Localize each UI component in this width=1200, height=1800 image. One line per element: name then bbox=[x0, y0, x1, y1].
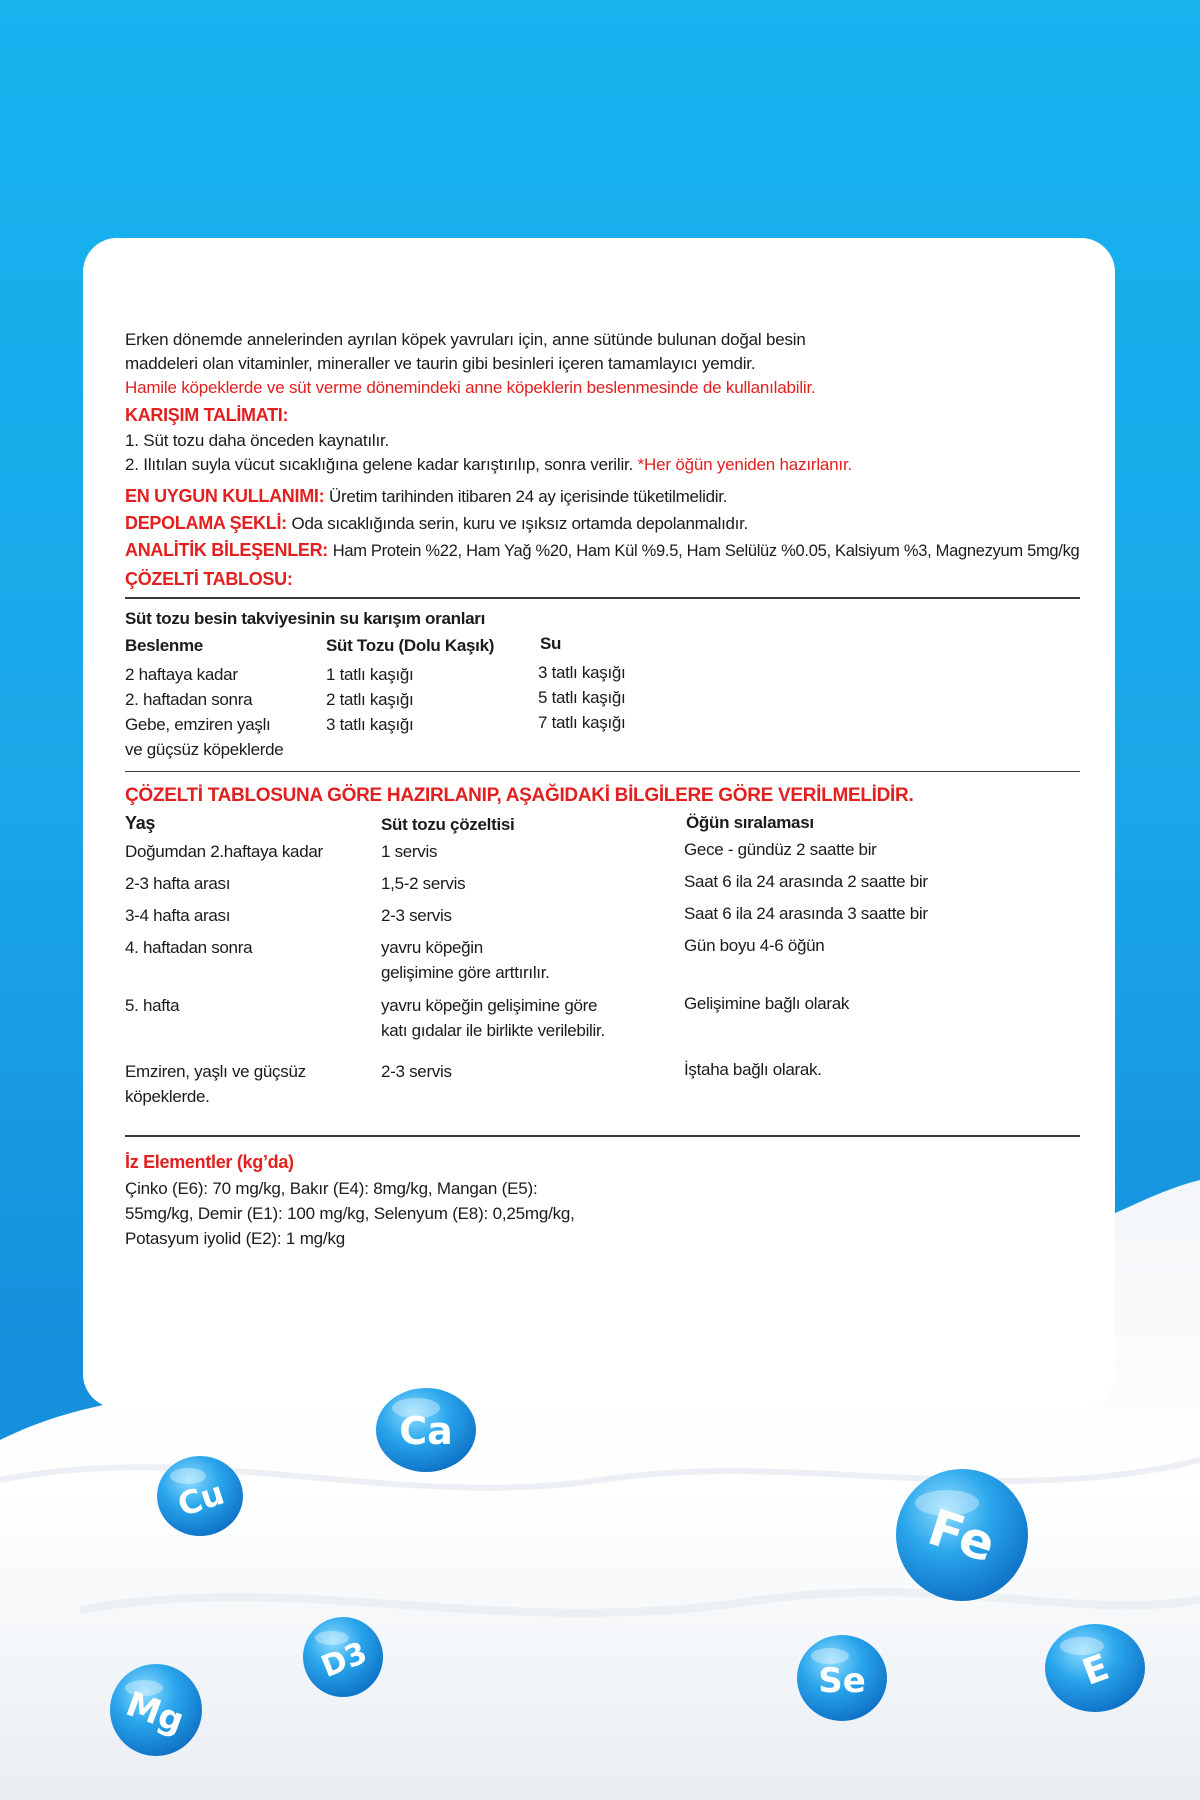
col-header-powder: Süt Tozu (Dolu Kaşık) bbox=[326, 635, 495, 655]
mixing-step-2-note: *Her öğün yeniden hazırlanır. bbox=[637, 455, 853, 474]
storage-text: Oda sıcaklığında serin, kuru ve ışıksız ortamda depolanmalıdır. bbox=[291, 514, 748, 533]
table-row-water: 5 tatlı kaşığı bbox=[538, 687, 626, 707]
best-use-label: EN UYGUN KULLANIMI: bbox=[125, 486, 325, 506]
table-row-age: 2-3 hafta arası bbox=[125, 874, 231, 893]
table-row-age: Emziren, yaşlı ve güçsüz bbox=[125, 1062, 306, 1081]
col-header-solution: Süt tozu çözeltisi bbox=[381, 815, 515, 834]
bubble-label: D3 bbox=[316, 1635, 373, 1686]
col-header-age: Yaş bbox=[125, 813, 156, 833]
divider bbox=[125, 1135, 1080, 1137]
trace-heading: İz Elementler (kg’da) bbox=[125, 1151, 294, 1172]
age-table-heading: ÇÖZELTİ TABLOSUNA GÖRE HAZIRLANIP, AŞAĞIDAKİ BİLGİLERE GÖRE VERİLMELİDİR. bbox=[125, 785, 914, 806]
vitamin-e-bubble-icon bbox=[1040, 1618, 1150, 1718]
intro-line-2: maddeleri olan vitaminler, mineraller ve taurin gibi besinleri içeren tamamlayıcı yemdir. bbox=[125, 354, 756, 373]
solution-table-heading: ÇÖZELTİ TABLOSU: bbox=[125, 569, 293, 589]
table-row-solution: 1 servis bbox=[381, 842, 438, 861]
age-table bbox=[125, 809, 1080, 1127]
table-row-feeding: Gebe, emziren yaşlı bbox=[125, 714, 271, 734]
col-header-water: Su bbox=[540, 633, 562, 653]
analytic-line bbox=[125, 537, 1080, 565]
trace-line-1: Çinko (E6): 70 mg/kg, Bakır (E4): 8mg/kg, Mangan (E5): bbox=[125, 1178, 538, 1198]
copper-bubble-icon bbox=[152, 1450, 248, 1542]
bubble-label: Ca bbox=[399, 1409, 453, 1453]
content-area bbox=[125, 328, 1080, 1251]
analytic-label: ANALİTİK BİLEŞENLER: bbox=[125, 540, 328, 560]
table-row-age: 5. hafta bbox=[125, 996, 180, 1015]
best-use-line bbox=[125, 483, 1080, 510]
vitamin-d3-bubble-icon bbox=[298, 1612, 388, 1702]
bubble-label: E bbox=[1077, 1646, 1115, 1694]
intro-red-line: Hamile köpeklerde ve süt verme dönemindeki anne köpeklerin beslenmesinde de kullanılabilir. bbox=[125, 378, 816, 397]
solution-table bbox=[125, 599, 1080, 763]
table-row-powder: 1 tatlı kaşığı bbox=[326, 664, 414, 684]
table-row-solution: 2-3 servis bbox=[381, 906, 452, 925]
table-row-solution-cont: katı gıdalar ile birlikte verilebilir. bbox=[381, 1021, 605, 1040]
mixing-heading: KARIŞIM TALİMATI: bbox=[125, 405, 289, 425]
table-row-meals: Gelişimine bağlı olarak bbox=[684, 994, 850, 1013]
best-use-text: Üretim tarihinden itibaren 24 ay içerisinde tüketilmelidir. bbox=[329, 487, 728, 506]
storage-line bbox=[125, 510, 1080, 537]
table-row-water: 7 tatlı kaşığı bbox=[538, 712, 626, 732]
bubble-label: Mg bbox=[120, 1684, 190, 1742]
storage-label: DEPOLAMA ŞEKLİ: bbox=[125, 513, 287, 533]
intro-line-1: Erken dönemde annelerinden ayrılan köpek yavruları için, anne sütünde bulunan doğal besin bbox=[125, 330, 806, 349]
bubble-label: Se bbox=[818, 1661, 866, 1701]
col-header-feeding: Beslenme bbox=[125, 635, 203, 655]
table-row-meals: Saat 6 ila 24 arasında 3 saatte bir bbox=[684, 904, 928, 923]
mixing-step-1: 1. Süt tozu daha önceden kaynatılır. bbox=[125, 431, 390, 450]
table-row-age-cont: köpeklerde. bbox=[125, 1087, 210, 1106]
table-row-powder: 2 tatlı kaşığı bbox=[326, 689, 414, 709]
table-row-age: 3-4 hafta arası bbox=[125, 906, 231, 925]
calcium-bubble-icon bbox=[372, 1378, 480, 1478]
col-header-meals: Öğün sıralaması bbox=[686, 813, 814, 832]
table-row-feeding: 2 haftaya kadar bbox=[125, 664, 238, 684]
selenium-bubble-icon bbox=[792, 1628, 892, 1726]
table-row-solution-cont: gelişimine göre arttırılır. bbox=[381, 963, 550, 982]
table-row-solution: 2-3 servis bbox=[381, 1062, 452, 1081]
mixing-step-2 bbox=[125, 453, 1080, 477]
table-row-solution: yavru köpeğin gelişimine göre bbox=[381, 996, 598, 1015]
table-row-age: 4. haftadan sonra bbox=[125, 938, 253, 957]
divider bbox=[125, 771, 1080, 773]
mixing-step-2-text: 2. Ilıtılan suyla vücut sıcaklığına gelene kadar karıştırılıp, sonra verilir. bbox=[125, 455, 634, 474]
table-row-solution: 1,5-2 servis bbox=[381, 874, 466, 893]
table-row-feeding-cont: ve güçsüz köpeklerde bbox=[125, 739, 284, 759]
bubble-label: Fe bbox=[921, 1498, 1003, 1574]
magnesium-bubble-icon bbox=[106, 1660, 206, 1760]
iron-bubble-icon bbox=[892, 1465, 1032, 1605]
table-row-powder: 3 tatlı kaşığı bbox=[326, 714, 414, 734]
bubble-label: Cu bbox=[173, 1473, 229, 1525]
analytic-text: Ham Protein %22, Ham Yağ %20, Ham Kül %9.5, Ham Selülüz %0.05, Kalsiyum %3, Magnezyum 5mg/kg bbox=[332, 542, 1080, 560]
trace-line-3: Potasyum iyolid (E2): 1 mg/kg bbox=[125, 1228, 346, 1248]
table-row-meals: Saat 6 ila 24 arasında 2 saatte bir bbox=[684, 872, 928, 891]
table-row-feeding: 2. haftadan sonra bbox=[125, 689, 253, 709]
trace-line-2: 55mg/kg, Demir (E1): 100 mg/kg, Selenyum (E8): 0,25mg/kg, bbox=[125, 1203, 575, 1223]
solution-table-subtitle: Süt tozu besin takviyesinin su karışım oranları bbox=[125, 608, 486, 628]
table-row-solution: yavru köpeğin bbox=[381, 938, 483, 957]
table-row-meals: Gece - gündüz 2 saatte bir bbox=[684, 840, 877, 859]
table-row-meals: Gün boyu 4-6 öğün bbox=[684, 936, 825, 955]
table-row-water: 3 tatlı kaşığı bbox=[538, 662, 626, 682]
table-row-meals: İştaha bağlı olarak. bbox=[684, 1060, 822, 1079]
table-row-age: Doğumdan 2.haftaya kadar bbox=[125, 842, 323, 861]
